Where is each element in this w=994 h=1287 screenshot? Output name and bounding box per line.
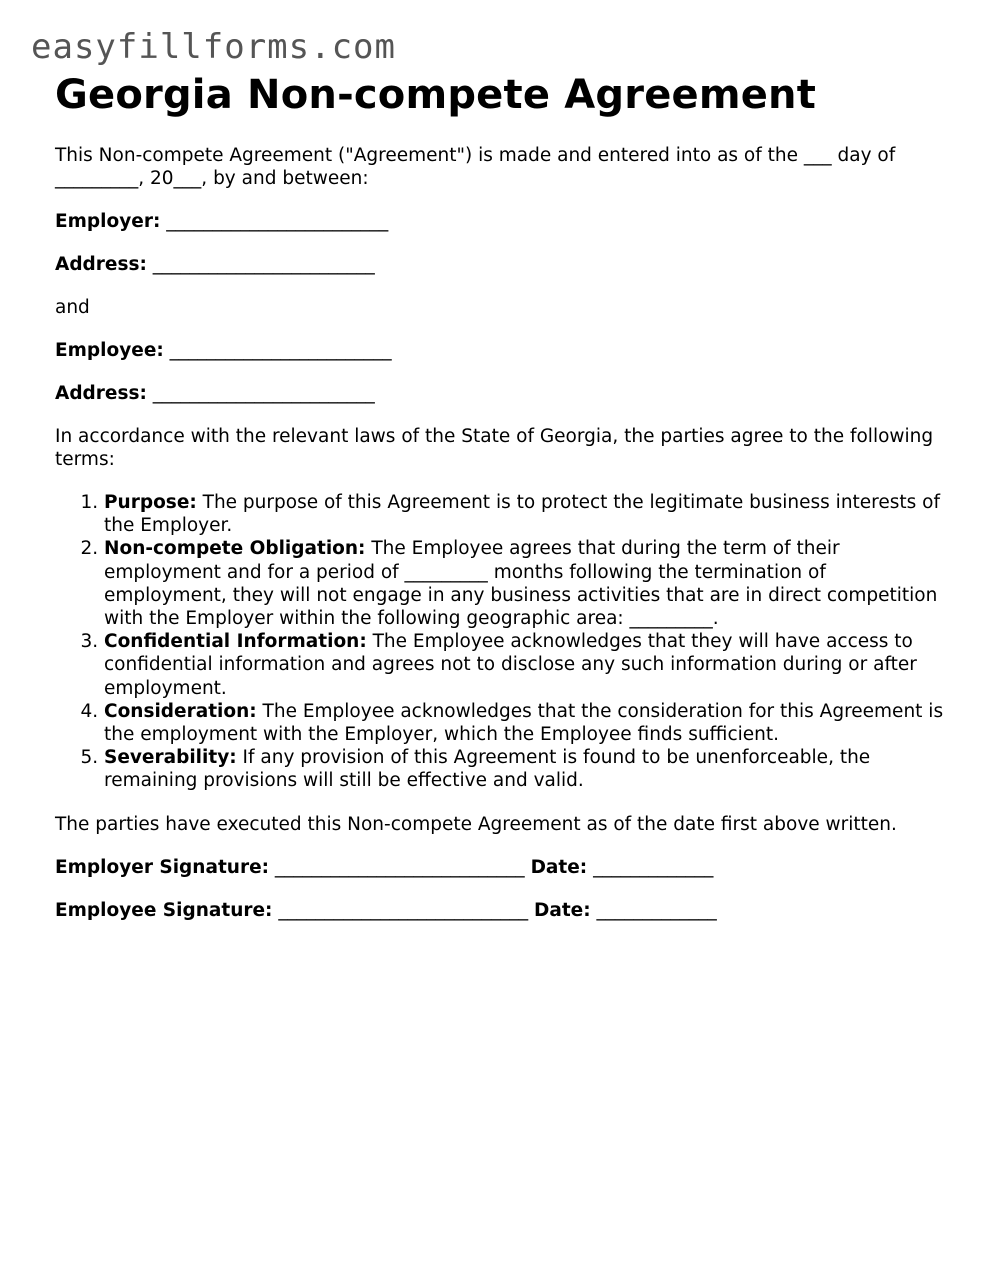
- terms-intro-paragraph: In accordance with the relevant laws of the State of Georgia, the parties agree to the following terms:: [55, 426, 934, 470]
- term-title: Consideration:: [104, 700, 257, 722]
- closing-paragraph: The parties have executed this Non-compete Agreement as of the date first above written.: [55, 813, 897, 835]
- term-item-consideration: [104, 700, 945, 746]
- term-text: The Employee agrees that during the term of their employment and for a period of _________ months following the termination of employment, they will not engage in any business activities that are in direct competition with the Employer within the following geographic area: _________.: [104, 538, 938, 630]
- term-item-non-compete: [104, 537, 945, 630]
- term-text: The Employee acknowledges that they will have access to confidential information and agrees not to disclose any such information during or after employment.: [104, 631, 917, 699]
- term-text: The Employee acknowledges that the consideration for this Agreement is the employment with the Employer, which the Employee finds sufficient.: [104, 700, 944, 746]
- term-item-confidential: [104, 630, 945, 700]
- employee-blank[interactable]: ________________________: [169, 340, 392, 361]
- employee-address-field[interactable]: [55, 382, 945, 405]
- employee-address-blank[interactable]: ________________________: [152, 383, 375, 404]
- employee-signature-blank[interactable]: ___________________________: [278, 899, 529, 921]
- employer-signature-line[interactable]: [55, 856, 945, 879]
- term-text: The purpose of this Agreement is to protect the legitimate business interests of the Employer.: [104, 492, 941, 537]
- document: [55, 72, 945, 922]
- term-title: Purpose:: [104, 492, 197, 513]
- and-text: and: [55, 297, 90, 318]
- term-item-purpose: [104, 491, 945, 537]
- employer-date-label: Date:: [530, 856, 588, 878]
- employee-date-blank[interactable]: _____________: [596, 899, 717, 921]
- employee-signature-line[interactable]: [55, 899, 945, 922]
- employee-label: Employee:: [55, 340, 164, 361]
- employee-date-label: Date:: [533, 899, 591, 921]
- term-item-severability: [104, 746, 945, 792]
- page-title: Georgia Non-compete Agreement: [55, 72, 817, 118]
- employer-address-blank[interactable]: ________________________: [152, 254, 375, 275]
- term-title: Confidential Information:: [104, 631, 367, 653]
- employer-field[interactable]: [55, 210, 945, 233]
- watermark: easyfillforms.com: [31, 27, 396, 67]
- employee-address-label: Address:: [55, 383, 147, 404]
- term-title: Non-compete Obligation:: [104, 538, 366, 560]
- employer-date-blank[interactable]: _____________: [593, 856, 714, 878]
- employee-field[interactable]: [55, 339, 945, 362]
- employer-blank[interactable]: ________________________: [166, 211, 389, 232]
- employer-signature-label: Employer Signature:: [55, 856, 270, 878]
- terms-list: [55, 491, 945, 793]
- employer-label: Employer:: [55, 211, 161, 232]
- intro-paragraph: This Non-compete Agreement ("Agreement") is made and entered into as of the ___ day of _________, 20___, by and between:: [55, 145, 896, 189]
- employer-address-label: Address:: [55, 254, 147, 275]
- term-text: If any provision of this Agreement is found to be unenforceable, the remaining provisions will still be effective and valid.: [104, 747, 871, 792]
- employer-signature-blank[interactable]: ___________________________: [274, 856, 525, 878]
- employee-signature-label: Employee Signature:: [55, 899, 273, 921]
- term-title: Severability:: [104, 747, 237, 769]
- employer-address-field[interactable]: [55, 253, 945, 276]
